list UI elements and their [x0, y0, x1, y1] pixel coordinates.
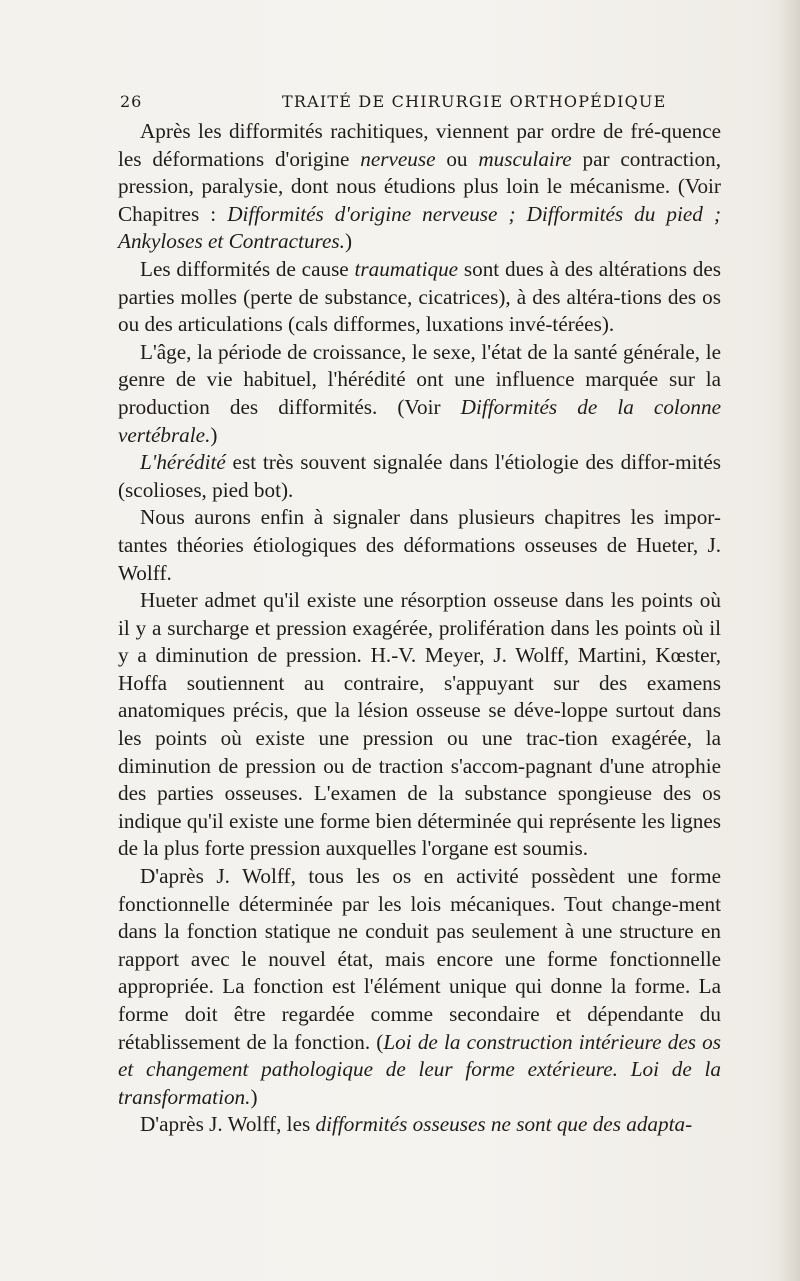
text-run: Les difformités de cause	[140, 256, 355, 281]
text-run: Après les difformités rachitiques, viennent par ordre de fré-quence les déformations d'origine	[118, 119, 721, 171]
text-run: D'après J. Wolff, les	[140, 1112, 316, 1137]
text-run: Hueter admet qu'il existe une résorption osseuse dans les points où il y a surcharge et pression exagérée, prolifération dans les points où il y a diminution de pression. H.-V. Meyer, J. Wolff, Martini, Kœster, Hoffa soutiennent au contraire, s'appuyant sur des examens anatomiques précis, que la lésion osseuse se déve-loppe surtout dans les points où existe une pression ou une trac-tion exagérée, la diminution de pression ou de traction s'accom-pagnant d'une atrophie des parties osseuses. L'examen de la substance spongieuse des os indique qu'il existe une forme bien déterminée qui représente les lignes de la plus forte pression auxquelles l'organe est soumis.	[118, 588, 721, 861]
page-header	[120, 92, 720, 116]
italic-text: Difformités de la colonne vertébrale.	[118, 394, 721, 447]
italic-text: hérédité	[156, 450, 226, 475]
text-run: sont dues à des altérations des parties molles (perte de substance, cicatrices), à des altéra-tions des os ou des articulations (cals difformes, luxations invé-térées).	[118, 256, 721, 337]
text-run: D'après J. Wolff, tous les os en activité possèdent une forme fonctionnelle déterminée par les lois mécaniques. Tout change-ment dans la fonction statique ne conduit pas seulement à une structure en rapport avec le nouvel état, mais encore une forme fonctionnelle appropriée. La fonction est l'élément unique qui donne la forme. La forme doit être regardée comme secondaire et dépendante du rétablissement de la fonction. (	[118, 864, 721, 1054]
running-title: TRAITÉ DE CHIRURGIE ORTHOPÉDIQUE	[282, 92, 667, 111]
body-text	[118, 118, 721, 1139]
italic-text: musculaire	[478, 146, 572, 171]
paragraph	[118, 118, 721, 256]
paragraph	[118, 504, 721, 587]
text-run: L'âge, la période de croissance, le sexe, l'état de la santé générale, le genre de vie habituel, l'hérédité ont une influence marquée sur la production des difformités. (Voir	[118, 339, 721, 419]
page-edge-shadow	[778, 0, 800, 1281]
paragraph	[118, 863, 721, 1111]
paragraph	[118, 339, 721, 449]
text-run: par contraction, pression, paralysie, dont nous étudions plus loin le mécanisme. (Voir Chapitres :	[118, 146, 722, 226]
text-run: )	[344, 229, 353, 254]
paragraph	[118, 1111, 721, 1139]
italic-text: Difformités d'origine nerveuse ; Difformités du pied ; Ankyloses et Contractures.	[118, 201, 722, 254]
text-run: est très souvent signalée dans l'étiologie des diffor-mités (scolioses, pied bot).	[118, 450, 721, 502]
text-run: )	[210, 422, 218, 447]
italic-text: nerveuse	[360, 146, 436, 171]
italic-text: difformités osseuses ne sont que des adapta-	[315, 1112, 693, 1137]
italic-text: traumatique	[354, 256, 459, 281]
text-run: ou	[435, 146, 479, 171]
paragraph	[118, 256, 721, 339]
page-number: 26	[120, 92, 143, 111]
text-run: )	[250, 1084, 258, 1109]
italic-text: L'	[140, 450, 157, 475]
paragraph	[118, 587, 721, 863]
paragraph	[118, 449, 721, 504]
text-run: Nous aurons enfin à signaler dans plusieurs chapitres les impor-tantes théories étiologiques des déformations osseuses de Hueter, J. Wolff.	[118, 505, 721, 585]
italic-text: Loi de la construction intérieure des os et changement pathologique de leur forme extérieure. Loi de la transformation.	[118, 1029, 721, 1109]
